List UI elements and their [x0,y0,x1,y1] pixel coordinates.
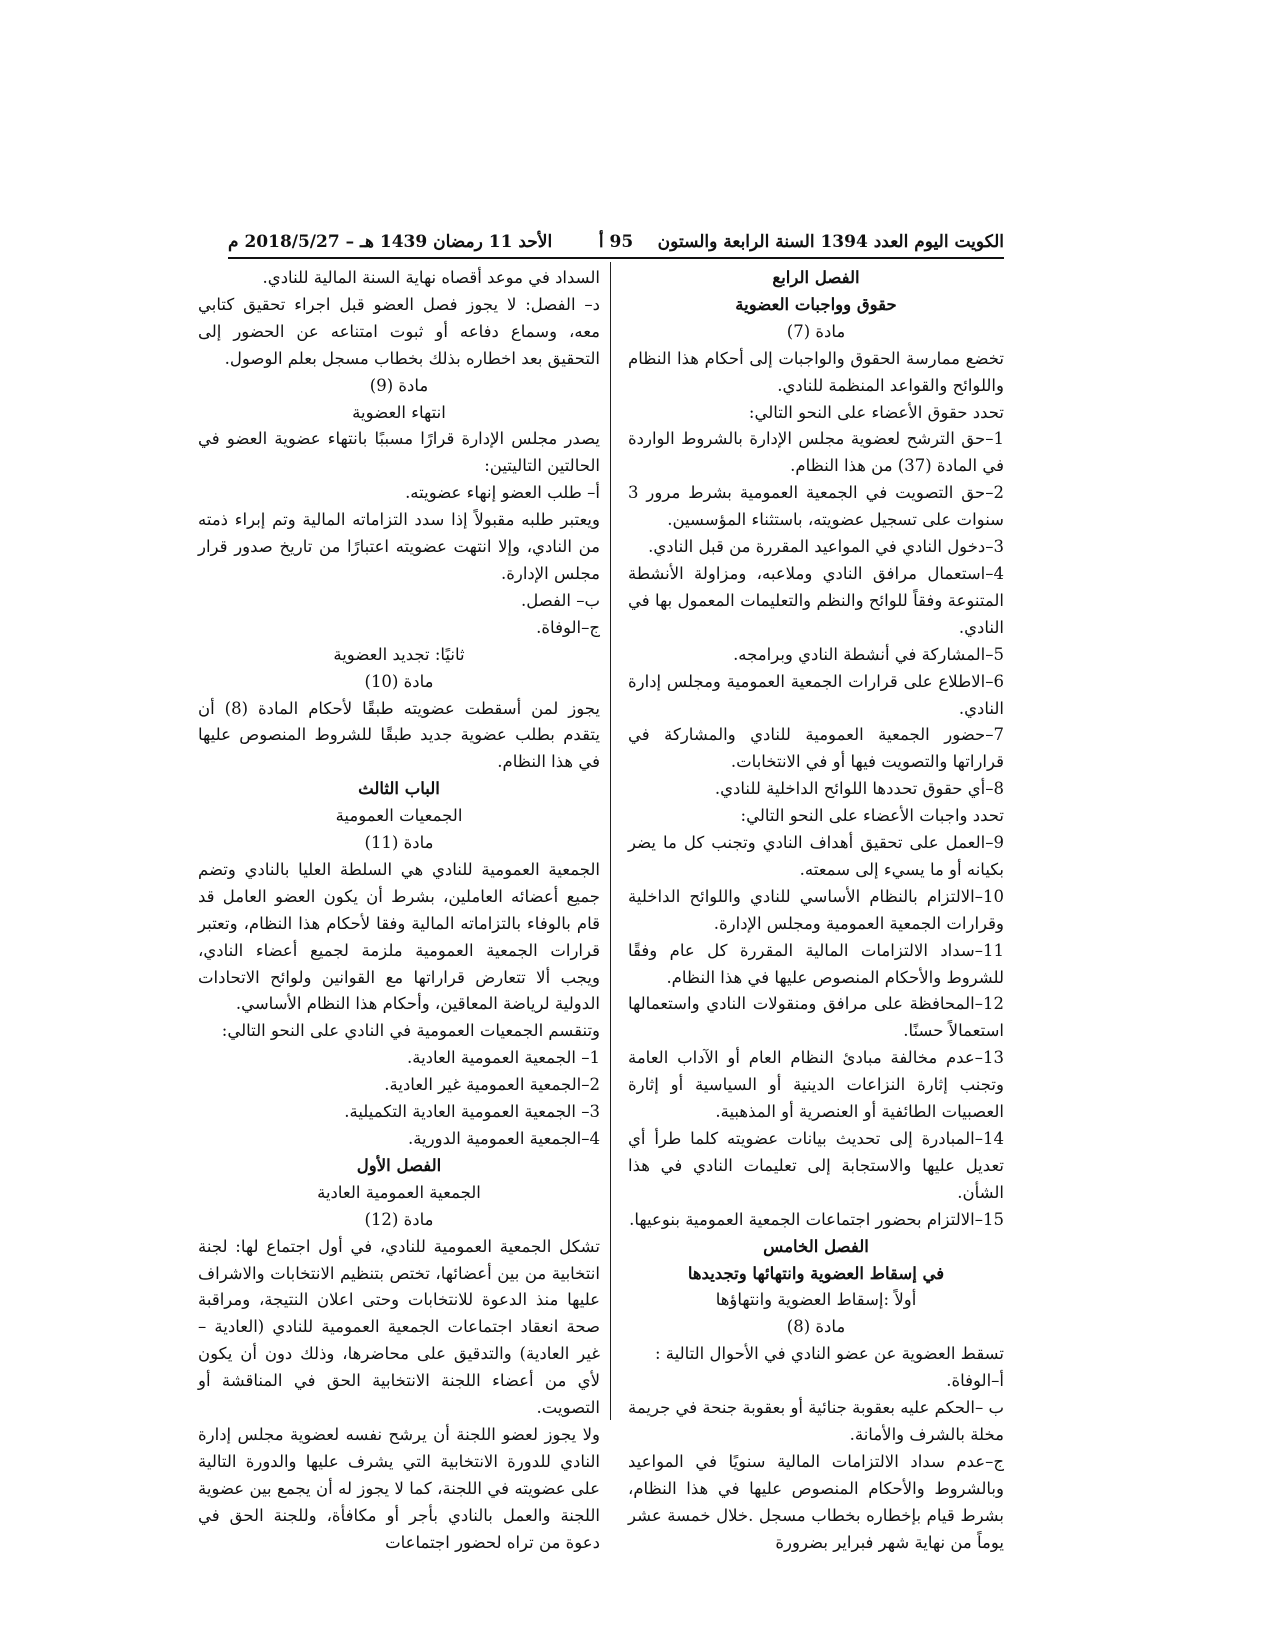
article-number: مادة (7) [786,321,846,341]
section-heading: أولاً :إسقاط العضوية وانتهاؤها [715,1290,917,1310]
paragraph: تخضع ممارسة الحقوق والواجبات إلى أحكام هذا النظام واللوائح والقواعد المنظمة للنادي. [628,348,1004,395]
paragraph: يجوز لمن أسقطت عضويته طبقًا لأحكام المادة (8) أن يتقدم بطلب عضوية جديد طبقًا للشروط المنصوص عليها في هذا النظام. [198,698,600,772]
paragraph: الجمعية العمومية للنادي هي السلطة العليا بالنادي وتضم جميع أعضائه العاملين، بشرط أن يكون العضو العامل قد قام بالوفاء بالتزاماته المالية وفقا لأحكام هذا النظام، وتعتبر قرارات الجمعية العمومية ملزمة لجميع أعضاء النادي، ويجب ألا تتعارض قراراتها مع القوانين ولوائح الاتحادات الدولية لرياضة المعاقين، وأحكام هذا النظام الأساسي. [198,859,600,1014]
list-item: 6–الاطلاع على قرارات الجمعية العمومية ومجلس إدارة النادي. [628,671,1004,718]
part-heading: الباب الثالث [358,779,440,799]
paragraph: السداد في موعد أقصاه نهاية السنة المالية للنادي. [262,268,600,287]
paragraph: وتنقسم الجمعيات العمومية في النادي على النحو التالي: [221,1021,600,1041]
list-item: ب– الفصل. [520,590,600,610]
list-item: أ– طلب العضو إنهاء عضويته. [405,483,600,503]
list-item: 5–المشاركة في أنشطة النادي وبرامجه. [733,644,1004,664]
paragraph: ولا يجوز لعضو اللجنة أن يرشح نفسه لعضوية مجلس إدارة النادي للدورة الانتخابية التي يشرف عليها والدورة التالية على عضويته في اللجنة، كما لا يجوز له أن يجمع بين عضوية اللجنة والعمل بالنادي بأجر أو مكافأة، وللجنة الحق في دعوة من تراه لحضور اجتماعات [198,1424,600,1552]
chapter-heading: الفصل الخامس [763,1236,869,1256]
chapter-heading: الفصل الأول [356,1155,442,1175]
list-item: 11–سداد الالتزامات المالية المقررة كل عام وفقًا للشروط والأحكام المنصوص عليها في هذا النظام. [628,940,1004,987]
list-item: 4–استعمال مرافق النادي وملاعبه، ومزاولة الأنشطة المتنوعة وفقاً للوائح والنظم والتعليمات المعمول بها في النادي. [628,563,1004,637]
list-item: 9–العمل على تحقيق أهداف النادي وتجنب كل ما يضر بكيانه أو ما يسيء إلى سمعته. [628,833,1004,879]
paragraph: تحدد واجبات الأعضاء على النحو التالي: [740,806,1004,826]
list-item: 2–الجمعية العمومية غير العادية. [384,1075,600,1095]
chapter-title: الجمعية العمومية العادية [317,1182,481,1202]
paragraph: يصدر مجلس الإدارة قرارًا مسببًا بانتهاء عضوية العضو في الحالتين التاليتين: [198,429,600,476]
right-column [628,265,1004,1557]
column-divider [610,262,611,1420]
gazette-issue-info: الكويت اليوم العدد 1394 السنة الرابعة والستون [657,232,1004,252]
article-number: مادة (11) [364,833,434,853]
list-item: 4–الجمعية العمومية الدورية. [407,1129,600,1148]
list-item: 8–أي حقوق تحددها اللوائح الداخلية للنادي. [714,779,1004,799]
issue-date: الأحد 11 رمضان 1439 هـ – 2018/5/27 م [228,232,553,252]
list-item: 3– الجمعية العمومية العادية التكميلية. [344,1102,600,1122]
list-item: 13–عدم مخالفة مبادئ النظام العام أو الآداب العامة وتجنب إثارة النزاعات الدينية أو السياسية أو إثارة العصبيات الطائفية أو العنصرية أو المذهبية. [628,1048,1004,1122]
list-item: أ–الوفاة. [946,1371,1004,1391]
list-item: 12–المحافظة على مرافق ومنقولات النادي واستعمالها استعمالاً حسنًا. [628,994,1004,1041]
article-number: مادة (8) [786,1317,846,1337]
list-item: 7–حضور الجمعية العمومية للنادي والمشاركة في قراراتها والتصويت فيها أو في الانتخابات. [628,725,1004,772]
list-item: 15–الالتزام بحضور اجتماعات الجمعية العمومية بنوعيها. [629,1209,1004,1229]
paragraph: ويعتبر طلبه مقبولاً إذا سدد التزاماته المالية وتم إبراء ذمته من النادي، وإلا انتهت عضويته اعتبارًا من تاريخ صدور قرار مجلس الإدارة. [198,510,600,583]
paragraph: تشكل الجمعية العمومية للنادي، في أول اجتماع لها: لجنة انتخابية من بين أعضائها، تختص بتنظيم الانتخابات والاشراف عليها منذ الدعوة للانتخابات وحتى اعلان النتيجة، ومراقبة صحة انعقاد اجتماعات الجمعية العمومية للنادي (العادية – غير العادية) والتدقيق على محاضرها، وذلك دون أن يكون لأي من أعضاء اللجنة الانتخابية الحق في المناقشة أو التصويت. [198,1236,600,1418]
header-rule [228,257,1004,259]
paragraph: تسقط العضوية عن عضو النادي في الأحوال التالية : [654,1344,1004,1364]
article-number: مادة (10) [364,671,434,691]
part-title: الجمعيات العمومية [335,806,463,826]
list-item: 10–الالتزام بالنظام الأساسي للنادي واللوائح الداخلية وقرارات الجمعية العمومية ومجلس الإدارة. [628,886,1004,933]
list-item: ب –الحكم عليه بعقوبة جنائية أو بعقوبة جنحة في جريمة مخلة بالشرف والأمانة. [628,1398,1004,1444]
chapter-title: حقوق وواجبات العضوية [735,294,897,314]
page-number: 95 أ [598,232,634,252]
article-number: مادة (12) [364,1209,434,1229]
chapter-title: في إسقاط العضوية وانتهائها وتجديدها [687,1263,945,1283]
paragraph: تحدد حقوق الأعضاء على النحو التالي: [748,402,1004,422]
list-item: 14–المبادرة إلى تحديث بيانات عضويته كلما طرأ أي تعديل عليها والاستجابة إلى تعليمات النادي في هذا الشأن. [628,1129,1004,1202]
list-item: د– الفصل: لا يجوز فصل العضو قبل اجراء تحقيق كتابي معه، وسماع دفاعه أو ثبوت امتناعه عن الحضور إلى التحقيق بعد اخطاره بذلك بخطاب مسجل بعلم الوصول. [198,294,600,368]
list-item: 3–دخول النادي في المواعيد المقررة من قبل النادي. [648,537,1004,557]
list-item: ج–الوفاة. [536,617,600,637]
chapter-heading: الفصل الرابع [772,268,860,287]
left-column [198,265,600,1557]
list-item: ج–عدم سداد الالتزامات المالية سنويًا في المواعيد وبالشروط والأحكام المنصوص عليها في هذا النظام، بشرط قيام بإخطاره بخطاب مسجل .خلال خمسة عشر يوماً من نهاية شهر فبراير بضرورة [628,1451,1004,1552]
article-number: مادة (9) [369,375,429,395]
list-item: 2–حق التصويت في الجمعية العمومية بشرط مرور 3 سنوات على تسجيل عضويته، باستثناء المؤسسين. [628,483,1004,530]
list-item: 1–حق الترشح لعضوية مجلس الإدارة بالشروط الواردة في المادة (37) من هذا النظام. [628,429,1004,476]
section-heading: ثانيًا: تجديد العضوية [333,644,465,664]
list-item: 1– الجمعية العمومية العادية. [407,1048,600,1068]
article-title: انتهاء العضوية [352,402,446,422]
